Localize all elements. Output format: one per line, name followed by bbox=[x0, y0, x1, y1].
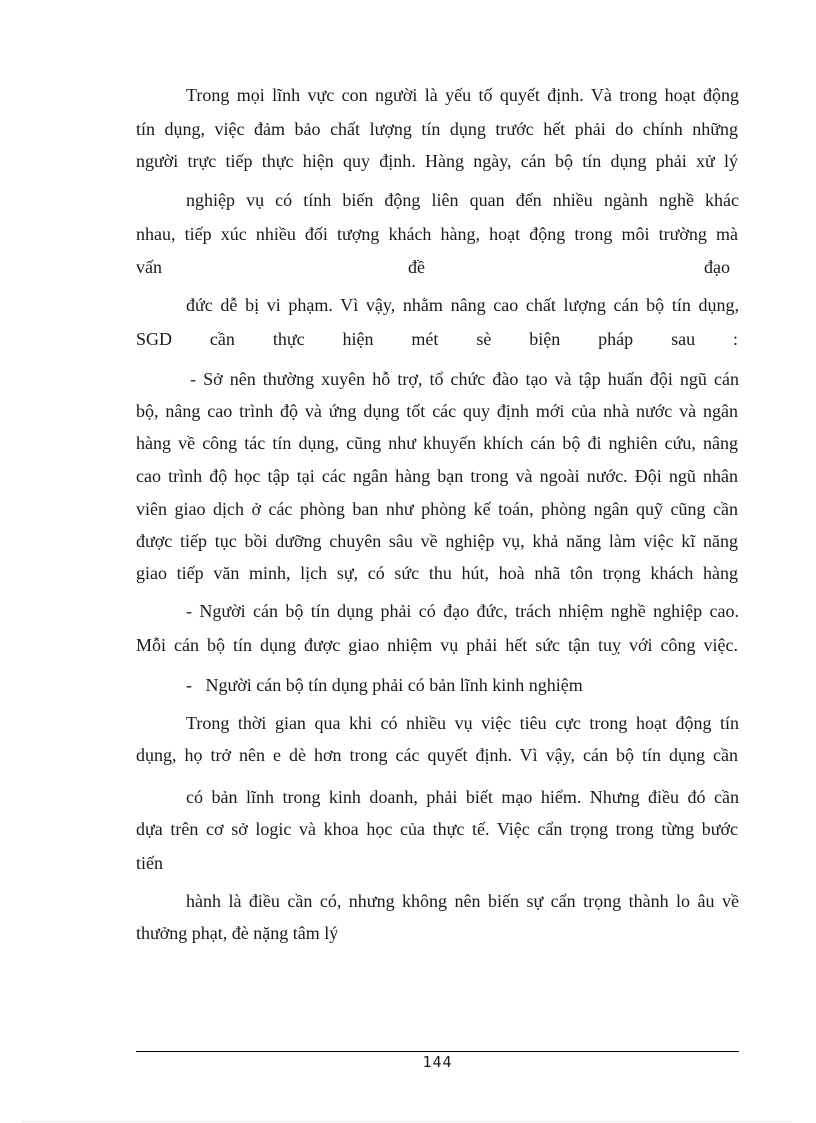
paragraph-line: Trong mọi lĩnh vực con người là yếu tố quyết định. Và trong hoạt động bbox=[186, 85, 739, 105]
paragraph-line: Mỗi cán bộ tín dụng được giao nhiệm vụ phải hết sức tận tuỵ với công việc. bbox=[136, 635, 738, 655]
paragraph-line: - Sở nên thường xuyên hỗ trợ, tổ chức đào tạo và tập huấn đội ngũ cán bbox=[190, 369, 739, 389]
paragraph-line: giao tiếp văn minh, lịch sự, có sức thu hút, hoà nhã tôn trọng khách hàng bbox=[136, 563, 738, 583]
document-page: Trong mọi lĩnh vực con người là yếu tố quyết định. Và trong hoạt động tín dụng, việc đảm bảo chất lượng tín dụng trước hết phải do chính những người trực tiếp thực hiện quy định. Hàng ngày, cán bộ tín dụng phải xử lý nghiệp vụ có tính biến động liên quan đến nhiều ngành nghề khác nhau, tiếp xúc nhiều đối tượng khách hàng, hoạt động trong môi trường mà vấn đề đạo đức dễ bị vi phạm. Vì vậy, nhằm nâng cao chất lượng cán bộ tín dụng, SGD cần thực hiện mét sè biện pháp sau : - Sở nên thường xuyên hỗ trợ, tổ chức đào tạo và tập huấn đội ngũ cán bộ, nâng cao trình độ và ứng dụng tốt các quy định mới của nhà nước và ngân hàng về công tác tín dụng, cũng như khuyến khích cán bộ đi nghiên cứu, nâng cao trình độ học tập tại các ngân hàng bạn trong và ngoài nước. Đội ngũ nhân viên giao dịch ở các phòng ban như phòng kế toán, phòng ngân quỹ cũng cần được tiếp tục bồi dưỡng chuyên sâu về nghiệp vụ, khả năng làm việc kĩ năng giao tiếp văn minh, lịch sự, có sức thu hút, hoà nhã tôn trọng khách hàng - Người cán bộ tín dụng phải có đạo đức, trách nhiệm nghề nghiệp cao. Mỗi cán bộ tín dụng được giao nhiệm vụ phải hết sức tận tuỵ với công việc. - Người cán bộ tín dụng phải có bản lĩnh kinh nghiệm Trong thời gian qua khi có nhiều vụ việc tiêu cực trong hoạt động tín dụng, họ trở nên e dè hơn trong các quyết định. Vì vậy, cán bộ tín dụng cần có bản lĩnh trong kinh doanh, phải biết mạo hiểm. Nhưng điều đó cần dựa trên cơ sở logic và khoa học của thực tế. Việc cẩn trọng trong từng bước tiến hành là điều cần có, nhưng không nên biến sự cẩn trọng thành lo âu về thưởng phạt, đè nặng tâm lý 144 bbox=[0, 0, 816, 1123]
paragraph-line: dựa trên cơ sở logic và khoa học của thực tế. Việc cẩn trọng trong từng bước bbox=[136, 819, 738, 839]
paragraph-line: SGD cần thực hiện mét sè biện pháp sau : bbox=[136, 329, 738, 349]
bullet-line: - Người cán bộ tín dụng phải có bản lĩnh kinh nghiệm bbox=[186, 675, 583, 695]
paragraph-line: được tiếp tục bồi dưỡng chuyên sâu về nghiệp vụ, khả năng làm việc kĩ năng bbox=[136, 531, 738, 551]
paragraph-line: đức dễ bị vi phạm. Vì vậy, nhằm nâng cao chất lượng cán bộ tín dụng, bbox=[186, 295, 739, 315]
paragraph-line: dụng, họ trở nên e dè hơn trong các quyết định. Vì vậy, cán bộ tín dụng cần bbox=[136, 745, 738, 765]
paragraph-line: hành là điều cần có, nhưng không nên biến sự cẩn trọng thành lo âu về bbox=[186, 891, 739, 911]
paragraph-line: người trực tiếp thực hiện quy định. Hàng ngày, cán bộ tín dụng phải xử lý bbox=[136, 151, 738, 171]
paragraph-line: bộ, nâng cao trình độ và ứng dụng tốt các quy định mới của nhà nước và ngân bbox=[136, 401, 738, 421]
paragraph-line: nhau, tiếp xúc nhiều đối tượng khách hàng, hoạt động trong môi trường mà bbox=[136, 224, 738, 244]
paragraph-line: viên giao dịch ở các phòng ban như phòng kế toán, phòng ngân quỹ cũng cần bbox=[136, 499, 738, 519]
paragraph-line: có bản lĩnh trong kinh doanh, phải biết mạo hiểm. Nhưng điều đó cần bbox=[186, 787, 739, 807]
paragraph-line: nghiệp vụ có tính biến động liên quan đến nhiều ngành nghề khác bbox=[186, 190, 739, 210]
paragraph-line bbox=[186, 674, 739, 696]
paragraph-line: thưởng phạt, đè nặng tâm lý bbox=[136, 923, 339, 943]
page-number: 144 bbox=[422, 1053, 453, 1071]
footer-rule bbox=[136, 1051, 739, 1052]
paragraph-line: - Người cán bộ tín dụng phải có đạo đức, trách nhiệm nghề nghiệp cao. bbox=[186, 601, 739, 621]
page-bottom-border bbox=[22, 1121, 794, 1122]
paragraph-line: tín dụng, việc đảm bảo chất lượng tín dụng trước hết phải do chính những bbox=[136, 119, 738, 139]
paragraph-line: hàng về công tác tín dụng, cũng như khuyến khích cán bộ đi nghiên cứu, nâng bbox=[136, 433, 738, 453]
paragraph-line: cao trình độ học tập tại các ngân hàng bạn trong và ngoài nước. Đội ngũ nhân bbox=[136, 466, 738, 486]
paragraph-line: tiến bbox=[136, 853, 163, 873]
paragraph-line: Trong thời gian qua khi có nhiều vụ việc tiêu cực trong hoạt động tín bbox=[186, 713, 739, 733]
